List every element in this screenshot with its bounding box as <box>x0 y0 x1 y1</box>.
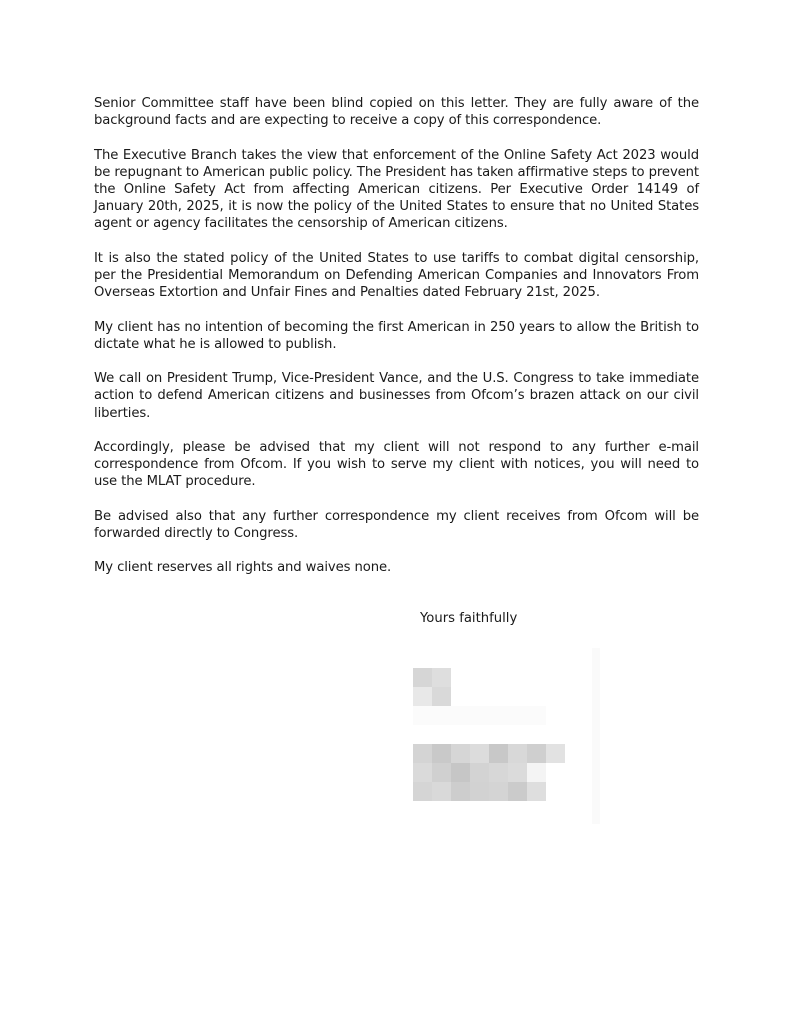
redaction-pixel <box>489 744 508 763</box>
redaction-pixel <box>489 763 508 782</box>
paragraph-bcc-notice: Senior Committee staff have been blind copied on this letter. They are fully aware of the background facts and are expecting to receive a copy of this correspondence. <box>94 96 699 129</box>
redaction-pixel <box>470 744 489 763</box>
paragraph-reserves-rights: My client reserves all rights and waives none. <box>94 560 392 576</box>
redaction-pixel <box>508 782 527 801</box>
redaction-pixel <box>432 744 451 763</box>
redaction-pixel <box>432 687 451 706</box>
redaction-pixel <box>527 744 546 763</box>
paragraph-forward-to-congress: Be advised also that any further correspondence my client receives from Ofcom will be forwarded directly to Congress. <box>94 508 699 541</box>
paragraph-client-intention: My client has no intention of becoming the first American in 250 years to allow the British to dictate what he is allowed to publish. <box>94 319 699 352</box>
paragraph-call-to-action: We call on President Trump, Vice-President Vance, and the U.S. Congress to take immediate action to defend American citizens and businesses from Ofcom’s brazen attack on our civil liberties. <box>94 371 699 421</box>
redaction-pixel <box>546 744 565 763</box>
redaction-pixel <box>489 782 508 801</box>
paragraph-mlat-procedure: Accordingly, please be advised that my client will not respond to any further e-mail correspondence from Ofcom. If you wish to serve my client with notices, you will need to use the MLAT procedure. <box>94 439 699 490</box>
redaction-pixel <box>413 668 432 687</box>
paragraph-executive-branch: The Executive Branch takes the view that enforcement of the Online Safety Act 2023 would be repugnant to American public policy. The President has taken affirmative steps to prevent the Online Safety Act from affecting American citizens. Per Executive Order 14149 of January 20th, 2025, it is now the policy of the United States to ensure that no United States agent or agency facilitates the censorship of American citizens. <box>94 147 699 232</box>
closing-salutation: Yours faithfully <box>420 611 518 626</box>
redaction-pixel <box>413 744 432 763</box>
redaction-pixel <box>470 782 489 801</box>
redaction-pixel <box>413 763 432 782</box>
redaction-pixel <box>508 744 527 763</box>
redaction-pixel <box>508 763 527 782</box>
redaction-pixel <box>527 782 546 801</box>
redaction-pixel <box>451 782 470 801</box>
paragraph-tariffs-policy: It is also the stated policy of the United States to use tariffs to combat digital censorship, per the Presidential Memorandum on Defending American Companies and Innovators From Overseas Extortion and Unfair Fines and Penalties dated February 21st, 2025. <box>94 250 699 301</box>
redaction-pixel <box>432 668 451 687</box>
redacted-signature-block <box>413 648 603 826</box>
redaction-pixel <box>413 782 432 801</box>
redaction-pixel <box>413 687 432 706</box>
redaction-pixel <box>592 648 600 824</box>
redaction-pixel <box>527 763 546 782</box>
redaction-pixel <box>451 744 470 763</box>
redaction-pixel <box>451 763 470 782</box>
redaction-pixel <box>470 763 489 782</box>
redaction-pixel <box>413 706 546 725</box>
redaction-pixel <box>432 782 451 801</box>
letter-body <box>94 95 699 594</box>
redaction-pixel <box>432 763 451 782</box>
